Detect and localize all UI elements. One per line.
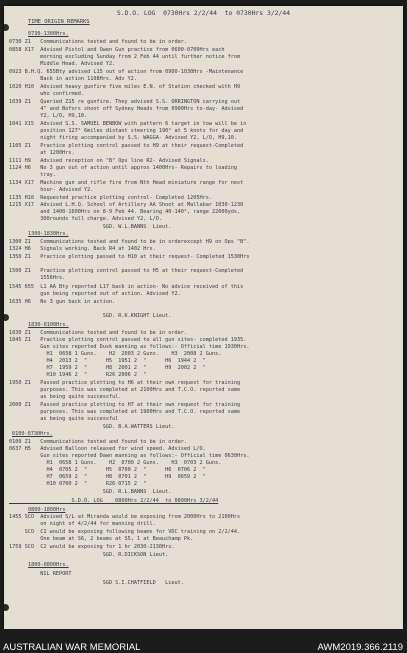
log-line: 1350 Z1 Practice plotting passed to H10 at their request- Completed 1530Hrs [9, 254, 250, 260]
log-line: 4" and Bofors shoot off Sydney Heads from 0900Hrs to-day- Advised [9, 106, 244, 112]
log-line: SGD. R.DICKSON Lieut. [9, 552, 169, 558]
section-heading: S.D.O. LOG 0800Hrs 2/2/44 to 0800Hrs 3/2/44 [9, 498, 219, 504]
section-heading: 0800-1800Hrs [28, 507, 66, 513]
log-line: Y2, L/O, H9,10. [9, 113, 88, 119]
log-line: morning excluding Sunday from 2 Feb 44 until further notice from [9, 54, 241, 60]
log-line: as being quite successful. [9, 394, 122, 400]
log-line: H1 0658 1 Guns. H2 2003 2 Guns. H3 2008 2 Guns. [9, 351, 222, 357]
log-line: SGD. W.L.BANNS Lieut. [9, 224, 172, 230]
log-line: 1455 SCO Advised S/L at Miranda would be exposing from 2000Hrs to 2100Hrs [9, 514, 241, 520]
log-line: 1845 Z1 Practice plotting control passed to all gun sites- completed 1935. [9, 337, 247, 343]
log-line: 1041 X15 Advised S.S. SAMUEL BENBOW with pattern 6 target in tow will be in [9, 121, 247, 127]
section-heading: 0100-0730Hrs. [12, 431, 53, 437]
log-line: at 1200Hrs. [9, 150, 75, 156]
log-line: 2000 Z1 Passed practice plotting to H7 at their own request for training [9, 402, 241, 408]
log-line: H1 0658 1 Guns. H2 0700 2 Guns. H3 0703 2 Guns. [9, 460, 222, 466]
log-line: who confirmed. [9, 91, 84, 97]
log-line: SGD. R.L.BANNS Lieut. [9, 489, 172, 495]
log-line: night firing accompanied by S.S. WAGGA- Advised Y2, L/O, H9,10. [9, 135, 237, 141]
section-heading: 1300-1830Hrs. [28, 231, 69, 237]
log-line: 1215 X17 Advised L.H.Q. School of Artillery AA Shoot at Mallabar 1030-1230 [9, 202, 244, 208]
log-line: purposes. This was completed at 2100Hrs and T.C.O. reported same [9, 387, 241, 393]
log-header: S.D.O. LOG 0730Hrs 2/2/44 to 0730Hrs 3/2/44 [116, 9, 291, 17]
log-line: 1124 H6 No 3 gun out of action until approx 1400Hrs- Repairs to loading [9, 165, 237, 171]
log-line: H7 0659 2 " H8 0701 2 " H9 0659 2 " [9, 474, 206, 480]
log-line: 1134 X17 Machine gun and rifle fire from Nth Head miniature range for next [9, 180, 244, 186]
section-heading: 1830-0100Hrs. [28, 322, 69, 328]
footer-institution: AUSTRALIAN WAR MEMORIAL [3, 642, 141, 653]
punch-hole [4, 24, 9, 31]
section-heading: 0730-1300Hrs. [28, 31, 69, 37]
log-line: and 1400-1600Hrs on 8-9 Feb 44. Bearing 40-140°, range 22000yds, [9, 209, 241, 215]
log-line: 1135 H10 Requested practice plotting control- Completed 1205Hrs. [9, 195, 213, 201]
column-headings: TIME ORIGIN REMARKS [28, 19, 90, 25]
footer-accession-number: AWM2019.366.2119 [317, 642, 403, 653]
log-line: 1039 Z1 Queried Z15 re gunfire. They advised S.S. ORRINGTON carrying out [9, 99, 241, 105]
log-line: SGD. R.K.KNIGHT Lieut. [9, 313, 172, 319]
log-line: 300rounds full charge. Advised Y2, L/O. [9, 216, 163, 222]
log-line: 1105 Z1 Practice plotting control passed to H9 at their request-Completed [9, 143, 244, 149]
log-line: gun being reported out of action. Advised Y2. [9, 291, 181, 297]
log-line: Back in action 1108Hrs. Adv Y2. [9, 76, 138, 82]
log-line: hour- Advised Y2. [9, 187, 94, 193]
log-line: tray. [9, 172, 56, 178]
section-heading: 1800-0800Hrs. [28, 562, 69, 568]
log-line: Middle Head. Advised Y2. [9, 61, 116, 67]
log-line: H7 1959 2 " H8 2001 2 " H9 2002 2 " [9, 365, 206, 371]
log-line: 1500 Z1 Practice plotting control passed to H5 at their request-Completed [9, 268, 244, 274]
log-line: NIL REPORT [9, 571, 72, 577]
log-line: H4 2013 2 " H5 1951 2 " H6 1944 2 " [9, 358, 206, 364]
log-line: 1111 H9 Advised reception on "B" Ops line R2- Advised Signals. [9, 158, 209, 164]
log-line: Gun sites reported Dusk manning as follows:- Official time 1930Hrs. [9, 344, 250, 350]
log-line: 1830 Z1 Communications tested and found to be in order. [9, 330, 188, 336]
log-line: Gun sites reported Dawn manning as follows:- Official time 0630Hrs. [9, 453, 250, 459]
log-line: on night of 4/2/44 for manning drill. [9, 521, 156, 527]
log-line: 0923 B.H.Q. 655Bty advised L15 out of action from 0900-1030Hrs -Maintenance [9, 69, 244, 75]
log-sheet [4, 6, 403, 629]
log-line: 1635 H6 No 3 gun back in action. [9, 299, 116, 305]
log-line: as being quite successful [9, 416, 119, 422]
log-line: position 127° 6miles distant steering 190° at 5 knots for day and [9, 128, 244, 134]
log-line: 1950 Z1 Passed practice plotting to H6 at their own request for training [9, 380, 241, 386]
log-line: 0858 X17 Advised Pistol and Owen Gun practice from 0600-0700Hrs each [9, 47, 225, 53]
log-line: 0100 Z1 Communications tested and found to be in order. [9, 439, 188, 445]
log-line: SGD. B.A.WATTERS Lieut. [9, 424, 175, 430]
log-line: SCO C1 would be exposing following beams for VDC training on 2/2/44. [9, 529, 241, 535]
log-line: H4 0705 2 " H5 0700 2 " H6 0706 2 " [9, 467, 206, 473]
log-line: 1324 H6 Signals working. Back R4 at 1402 Hrs. [9, 246, 156, 252]
log-line: H10 0700 2 " R26 0715 2 " [9, 481, 147, 487]
log-line: SGD S.I.CHATFIELD Lieut. [9, 580, 184, 586]
log-line: 1556Hrs. [9, 275, 66, 281]
log-line: purposes. This was completed at 1900Hrs and T.C.O. reported same [9, 409, 241, 415]
log-line: 1759 SCO C2 would be exposing for 1 hr 2030-2130Hrs. [9, 544, 175, 550]
log-line: 1545 655 L1 AA Bty reported L17 back in action- No advice received of this [9, 284, 244, 290]
log-line: H10 1946 2 " R26 2006 2 " [9, 372, 147, 378]
log-line: 0637 H5 Advised Balloon released for wind speed. Advised L/O. [9, 446, 206, 452]
log-line: 1020 H10 Advised heavy gunfire five miles E.N. of Station checked with H9 [9, 84, 241, 90]
log-line: 1300 Z1 Communications tested and found to be in orderexcept H9 on Ops "B". [9, 239, 250, 245]
log-line: 0730 Z1 Communications tested and found to be in order. [9, 39, 188, 45]
log-line: One beam at S6, 2 beams at S5, 1 at Beauchamp Pk. [9, 536, 194, 542]
archive-footer [0, 629, 407, 653]
punch-hole [4, 604, 9, 611]
